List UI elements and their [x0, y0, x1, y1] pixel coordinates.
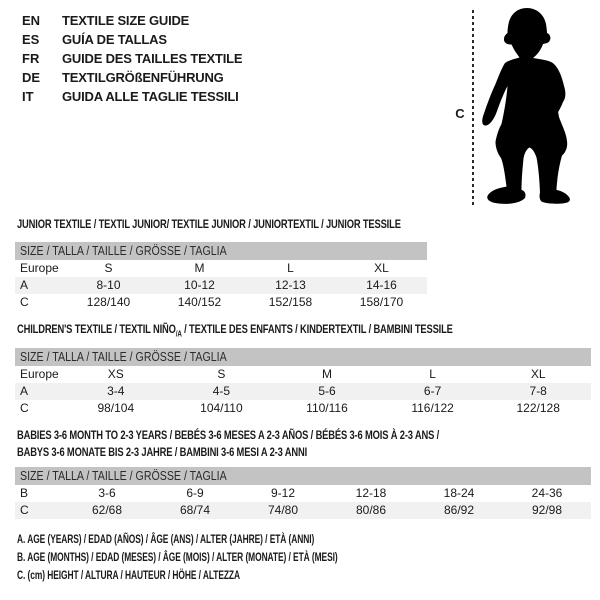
size-cell: XL	[374, 261, 389, 275]
size-cell: 3-6	[98, 486, 116, 500]
size-cell: 74/80	[239, 502, 327, 519]
footnote-age-years: A. AGE (YEARS) / EDAD (AÑOS) / ÂGE (ANS) / ALTER (JAHRE) / ETÀ (ANNI)	[17, 532, 315, 546]
size-cell: 9-12	[270, 486, 296, 500]
language-title: TEXTILGRÖßENFÜHRUNG	[62, 70, 224, 85]
junior-size-table	[15, 242, 427, 311]
size-header-text: SIZE / TALLA / TAILLE / GRÖSSE / TAGLIA	[20, 244, 227, 258]
size-cell: XS	[107, 367, 124, 381]
size-cell: 62/68	[63, 502, 151, 519]
size-cell: 10-12	[154, 277, 245, 294]
table-row	[15, 366, 591, 383]
size-cell: 6-9	[186, 486, 204, 500]
size-cell: 92/98	[503, 502, 591, 519]
table-row	[15, 485, 591, 502]
language-row	[22, 11, 242, 30]
language-header	[22, 11, 242, 106]
language-row	[22, 30, 242, 49]
size-cell: 80/86	[327, 502, 415, 519]
row-label: A	[15, 277, 63, 294]
children-table-title	[17, 322, 453, 338]
language-title: TEXTILE SIZE GUIDE	[62, 13, 190, 28]
row-label: C	[20, 295, 29, 309]
toddler-silhouette-icon	[470, 0, 600, 215]
language-title: GUÍA DE TALLAS	[62, 32, 167, 47]
language-code: ES	[22, 32, 40, 47]
size-cell: 7-8	[485, 383, 591, 400]
size-header-text: SIZE / TALLA / TAILLE / GRÖSSE / TAGLIA	[20, 350, 227, 364]
size-cell: L	[287, 261, 294, 275]
size-cell: 152/158	[268, 295, 313, 309]
table-row	[15, 502, 591, 519]
footnote-height-cm: C. (cm) HEIGHT / ALTURA / HAUTEUR / HÖHE / ALTEZZA	[17, 568, 240, 582]
size-cell: M	[321, 367, 332, 381]
language-code: FR	[22, 51, 40, 66]
size-cell: 18-24	[443, 486, 475, 500]
babies-table-title-line1: BABIES 3-6 MONTH TO 2-3 YEARS / BEBÉS 3-6 MESES A 2-3 AÑOS / BÉBÉS 3-6 MOIS À 2-3 ANS /	[17, 428, 440, 442]
table-row	[15, 383, 591, 400]
row-label: B	[20, 486, 29, 500]
size-cell: 86/92	[415, 502, 503, 519]
children-title-post: / TEXTILE DES ENFANTS / KINDERTEXTIL / BAMBINI TESSILE	[181, 322, 453, 336]
language-row	[22, 68, 242, 87]
size-cell: 116/122	[411, 401, 454, 415]
size-cell: 122/128	[516, 401, 560, 415]
size-cell: 104/110	[200, 401, 243, 415]
size-cell: 14-16	[336, 277, 427, 294]
language-row	[22, 49, 242, 68]
size-cell: 24-36	[531, 486, 563, 500]
height-measure-label: C	[455, 106, 465, 121]
size-header	[15, 242, 427, 260]
size-header	[15, 467, 591, 485]
table-row	[15, 294, 427, 311]
size-header	[15, 348, 591, 366]
size-header-band	[15, 242, 427, 260]
size-cell: 140/152	[177, 295, 222, 309]
table-row	[15, 260, 427, 277]
size-cell: S	[217, 367, 226, 381]
row-label: Europe	[20, 261, 59, 275]
size-cell: S	[104, 261, 113, 275]
language-code: IT	[22, 89, 34, 104]
row-label: A	[15, 383, 63, 400]
size-header-band	[15, 467, 591, 485]
footnote-age-months: B. AGE (MONTHS) / EDAD (MESES) / ÂGE (MOIS) / ALTER (MONATE) / ETÀ (MESI)	[17, 550, 338, 564]
size-cell: 110/116	[306, 401, 348, 415]
size-cell: 3-4	[63, 383, 169, 400]
language-title: GUIDA ALLE TAGLIE TESSILI	[62, 89, 239, 104]
size-cell: L	[429, 367, 436, 381]
footnotes	[17, 530, 475, 584]
size-cell: 12-13	[245, 277, 336, 294]
size-cell: 8-10	[63, 277, 154, 294]
row-label: C	[15, 502, 63, 519]
size-cell: 12-18	[355, 486, 387, 500]
children-title-pre: CHILDREN'S TEXTILE / TEXTIL NIÑO	[17, 322, 176, 336]
size-header-band	[15, 348, 591, 366]
size-cell: 5-6	[274, 383, 380, 400]
size-cell: 98/104	[97, 401, 135, 415]
language-code: DE	[22, 70, 41, 85]
junior-table-title: JUNIOR TEXTILE / TEXTIL JUNIOR/ TEXTILE JUNIOR / JUNIORTEXTIL / JUNIOR TESSILE	[17, 217, 401, 231]
size-cell: 6-7	[380, 383, 486, 400]
size-cell: 4-5	[169, 383, 275, 400]
language-title: GUIDE DES TAILLES TEXTILE	[62, 51, 243, 66]
language-code: EN	[22, 13, 41, 28]
table-row	[15, 400, 591, 417]
row-label: Europe	[20, 367, 59, 381]
size-cell: 68/74	[151, 502, 239, 519]
size-header-text: SIZE / TALLA / TAILLE / GRÖSSE / TAGLIA	[20, 469, 227, 483]
size-cell: 128/140	[86, 295, 131, 309]
row-label: C	[20, 401, 29, 415]
babies-size-table	[15, 467, 591, 519]
language-row	[22, 87, 242, 106]
size-cell: M	[194, 261, 205, 275]
children-title-subscript: /A	[175, 329, 182, 339]
size-cell: XL	[530, 367, 546, 381]
size-cell: 158/170	[359, 295, 404, 309]
children-size-table	[15, 348, 591, 417]
babies-table-title-line2: BABYS 3-6 MONATE BIS 2-3 JAHRE / BAMBINI 3-6 MESI A 2-3 ANNI	[17, 445, 308, 459]
table-row	[15, 277, 427, 294]
